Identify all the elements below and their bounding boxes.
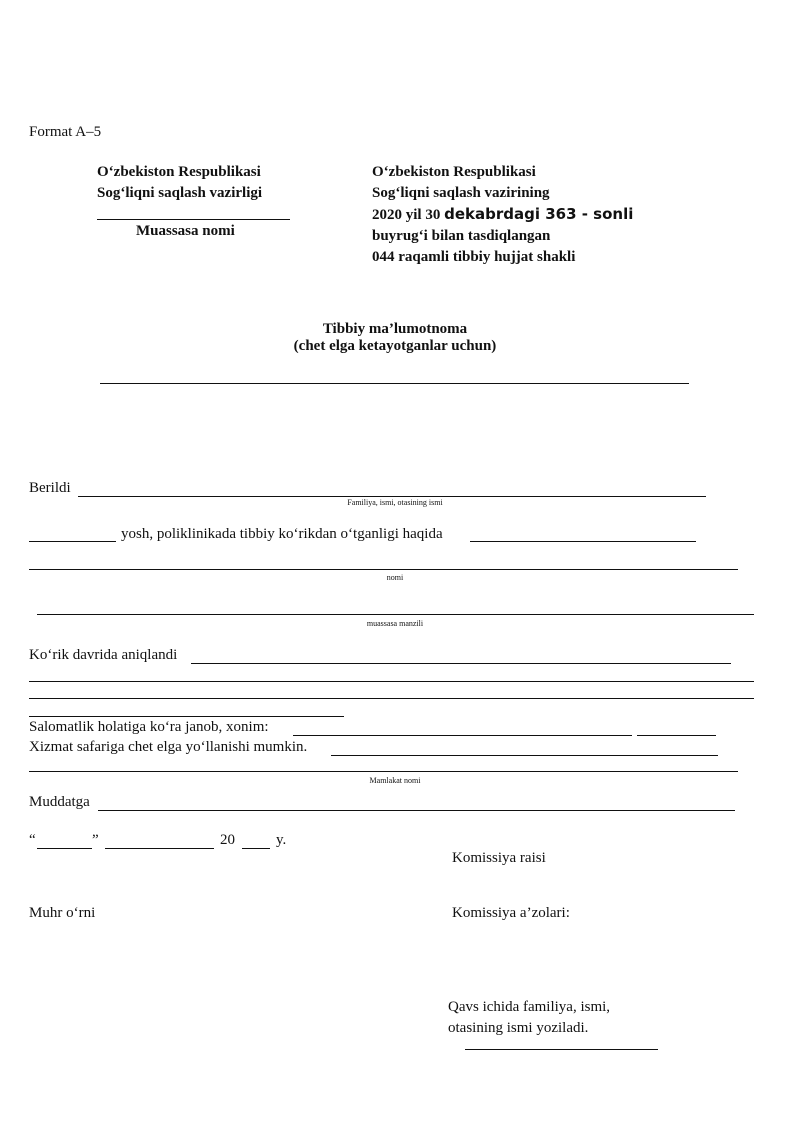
date-day-line[interactable]	[37, 848, 92, 849]
name-note-line2: otasining ismi yoziladi.	[448, 1020, 589, 1036]
country-line[interactable]	[29, 771, 738, 772]
institution-line	[97, 219, 290, 220]
right-header-line5: 044 raqamli tibbiy hujjat shakli	[372, 249, 576, 265]
right-header-line2: Sog‘liqni saqlash vazirining	[372, 185, 550, 201]
country-caption: Mamlakat nomi	[369, 776, 421, 785]
travel-label: Xizmat safariga chet elga yo‘llanishi mumkin.	[29, 739, 308, 755]
title-underline	[100, 383, 689, 384]
signature-line[interactable]	[465, 1049, 658, 1050]
chair-label: Komissiya raisi	[452, 850, 546, 866]
health-line-2[interactable]	[637, 735, 716, 736]
clinic-line[interactable]	[470, 541, 696, 542]
fio-line[interactable]	[78, 496, 706, 497]
date-open-quote: “	[29, 832, 36, 848]
health-label: Salomatlik holatiga ko‘ra janob, xonim:	[29, 719, 269, 735]
year-prefix: 20	[220, 832, 235, 848]
findings-line-3[interactable]	[29, 698, 754, 699]
order-date: 2020 yil 30	[372, 207, 445, 223]
health-line-1[interactable]	[293, 735, 632, 736]
right-header-line3	[372, 204, 633, 226]
age-text: yosh, poliklinikada tibbiy ko‘rikdan o‘tganligi haqida	[121, 526, 443, 542]
name-line[interactable]	[29, 569, 738, 570]
left-header	[97, 162, 262, 204]
date-year-line[interactable]	[242, 848, 270, 849]
name-note	[448, 997, 610, 1039]
term-label: Muddatga	[29, 794, 90, 810]
right-header-line4: buyrug‘i bilan tasdiqlangan	[372, 228, 551, 244]
travel-line[interactable]	[331, 755, 718, 756]
name-caption: nomi	[386, 573, 404, 582]
title-line1: Tibbiy ma’lumotnoma	[322, 321, 468, 337]
age-line[interactable]	[29, 541, 116, 542]
findings-line-1[interactable]	[191, 663, 731, 664]
address-caption: muassasa manzili	[366, 619, 424, 628]
date-close-quote: ”	[92, 832, 99, 848]
fio-caption: Familiya, ismi, otasining ismi	[347, 498, 443, 507]
members-label: Komissiya a’zolari:	[452, 905, 570, 921]
term-line[interactable]	[98, 810, 735, 811]
date-month-line[interactable]	[105, 848, 214, 849]
berildi-label: Berildi	[29, 480, 71, 496]
stamp-label: Muhr o‘rni	[29, 905, 96, 921]
findings-line-2[interactable]	[29, 681, 754, 682]
name-note-line1: Qavs ichida familiya, ismi,	[448, 999, 611, 1015]
institution-name-caption: Muassasa nomi	[136, 223, 235, 239]
format-label: Format A–5	[29, 124, 102, 140]
address-line[interactable]	[37, 614, 754, 615]
order-number: dekabrdagi 363 - sonli	[444, 205, 634, 223]
right-header-line1: O‘zbekiston Respublikasi	[372, 164, 536, 180]
findings-label: Ko‘rik davrida aniqlandi	[29, 647, 178, 663]
year-suffix: y.	[276, 832, 287, 848]
left-header-line1: O‘zbekiston Respublikasi	[97, 164, 261, 180]
left-header-line2: Sog‘liqni saqlash vazirligi	[97, 185, 263, 201]
document-title	[0, 321, 790, 355]
right-header	[372, 162, 633, 268]
title-line2: (chet elga ketayotganlar uchun)	[293, 338, 497, 354]
findings-line-4[interactable]	[29, 716, 344, 717]
